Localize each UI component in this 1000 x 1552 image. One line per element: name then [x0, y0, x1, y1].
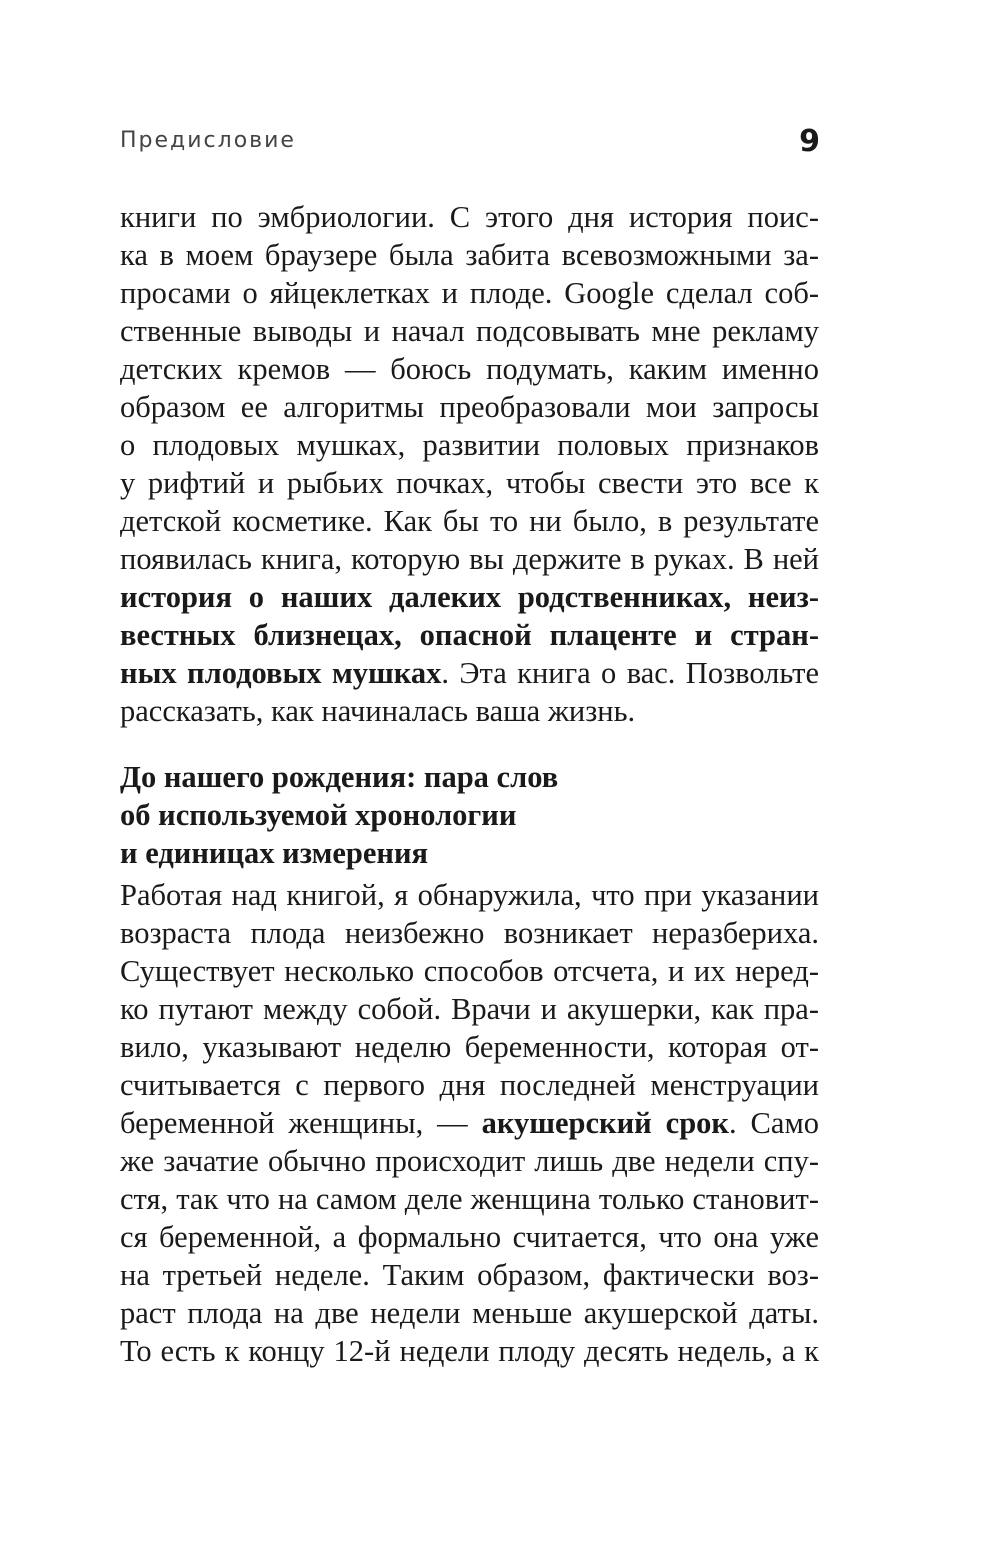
text-run: беременной женщины, — — [120, 1106, 468, 1140]
text-line: Работая над книгой, я обнаружила, что при указании — [120, 878, 819, 912]
text-line: детской косметике. Как бы то ни было, в результате — [120, 504, 819, 538]
text-run: . Эта книга о вас. Позвольте — [441, 656, 819, 690]
text-line: просами о яйцеклетках и плоде. Google сделал соб- — [120, 276, 819, 310]
text-line: вило, указывают неделю беременности, которая от- — [120, 1030, 819, 1064]
text-line: на третьей неделе. Таким образом, фактически воз- — [120, 1258, 819, 1292]
text-line: считывается с первого дня последней менструации — [120, 1068, 819, 1102]
text-line: ся беременной, а формально считается, что она уже — [120, 1220, 819, 1254]
text-line: о плодовых мушках, развитии половых признаков — [120, 428, 819, 462]
text-line: стя, так что на самом деле женщина только становит- — [120, 1182, 819, 1216]
text-line-mixed — [120, 654, 819, 692]
text-line: возраста плода неизбежно возникает неразбериха. — [120, 916, 819, 950]
text-line: у рифтий и рыбьих почках, чтобы свести это все к — [120, 466, 819, 500]
text-line-bold: история о наших далеких родственниках, неиз- — [120, 580, 819, 614]
text-line-bold: вестных близнецах, опасной плаценте и стран- — [120, 618, 819, 652]
running-head-section-title: Предисловие — [120, 128, 296, 153]
text-line: детских кремов — боюсь подумать, каким именно — [120, 352, 819, 386]
text-run: . Само — [729, 1106, 819, 1140]
text-line: ка в моем браузере была забита всевозможными за- — [120, 238, 819, 272]
page-number: 9 — [799, 124, 820, 159]
text-line-mixed — [120, 1104, 819, 1142]
text-line: книги по эмбриологии. С этого дня история поис- — [120, 200, 819, 234]
text-line: рассказать, как начиналась ваша жизнь. — [120, 694, 636, 728]
text-line: ко путают между собой. Врачи и акушерки, как пра- — [120, 992, 819, 1026]
text-line: То есть к концу 12-й недели плоду десять недель, а к — [120, 1334, 819, 1368]
heading-line: и единицах измерения — [120, 836, 429, 870]
heading-line: об используемой хронологии — [120, 798, 517, 832]
text-line: же зачатие обычно происходит лишь две недели спу- — [120, 1144, 819, 1178]
bold-term: акушерский срок — [481, 1106, 729, 1140]
text-line: появилась книга, которую вы держите в руках. В ней — [120, 542, 819, 576]
text-line: Существует несколько способов отсчета, и их неред- — [120, 954, 819, 988]
text-line: раст плода на две недели меньше акушерской даты. — [120, 1296, 819, 1330]
heading-line: До нашего рождения: пара слов — [120, 760, 559, 794]
text-line: образом ее алгоритмы преобразовали мои запросы — [120, 390, 819, 424]
bold-phrase: ных плодовых мушках — [120, 656, 442, 690]
text-line: ственные выводы и начал подсовывать мне рекламу — [120, 314, 819, 348]
